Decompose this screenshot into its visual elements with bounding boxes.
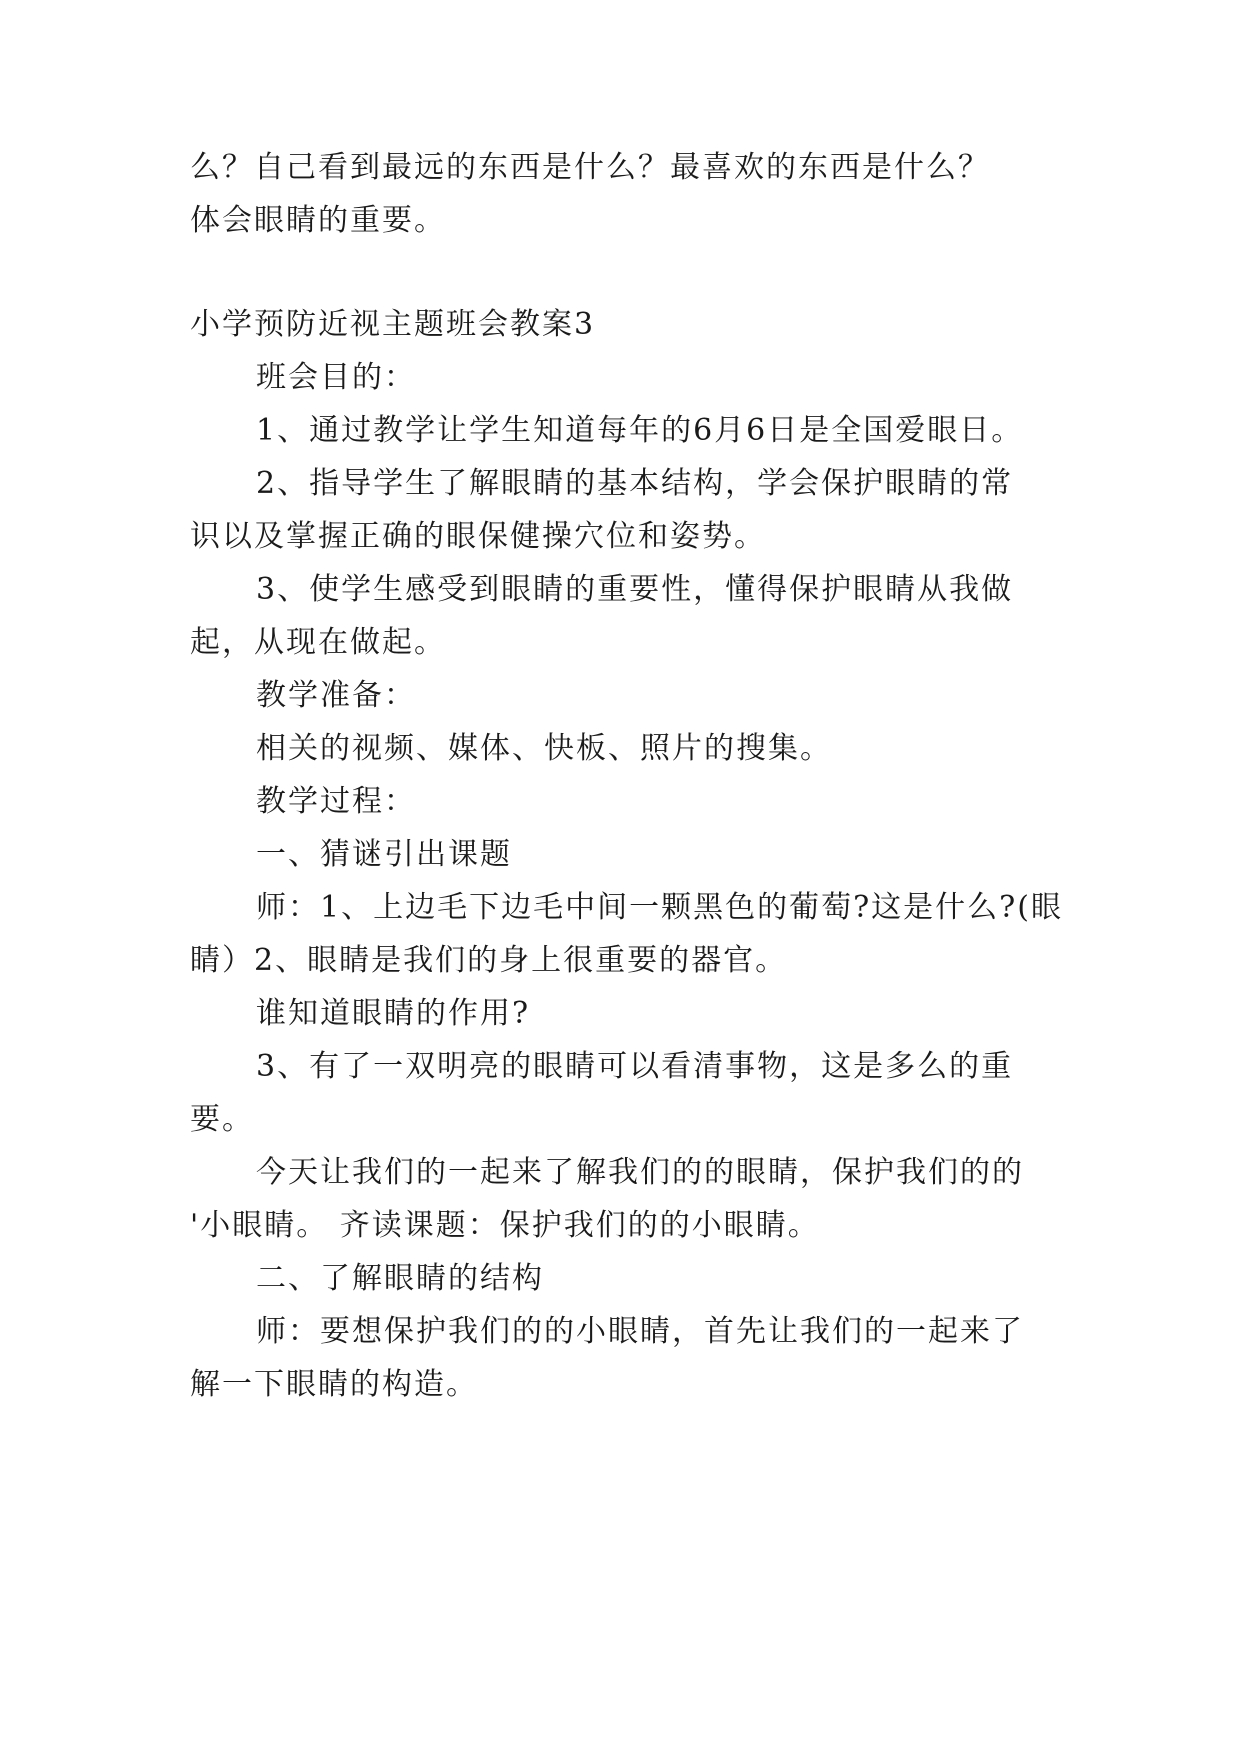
text-line: 识以及掌握正确的眼保健操穴位和姿势。: [190, 519, 766, 554]
text-line: 3、有了一双明亮的眼睛可以看清事物，这是多么的重: [256, 1049, 1014, 1084]
text-line: 起，从现在做起。: [190, 625, 446, 660]
text-line: 师：要想保护我们的的小眼睛，首先让我们的一起来了: [256, 1314, 1024, 1349]
text-line: 教学准备：: [256, 678, 416, 713]
text-line: 3、使学生感受到眼睛的重要性，懂得保护眼睛从我做: [256, 572, 1014, 607]
text-line: 班会目的：: [256, 360, 416, 395]
section-title: 小学预防近视主题班会教案3: [190, 307, 596, 342]
text-line: 体会眼睛的重要。: [190, 203, 446, 238]
text-line: 2、指导学生了解眼睛的基本结构，学会保护眼睛的常: [256, 466, 1014, 501]
text-line: '小眼睛。 齐读课题：保护我们的的小眼睛。: [190, 1208, 820, 1243]
text-line: 么？自己看到最远的东西是什么？最喜欢的东西是什么？: [190, 150, 990, 185]
text-line: 解一下眼睛的构造。: [190, 1367, 478, 1402]
text-line: 二、了解眼睛的结构: [256, 1261, 544, 1296]
text-line: 相关的视频、媒体、快板、照片的搜集。: [256, 731, 832, 766]
text-line: 一、猜谜引出课题: [256, 837, 512, 872]
text-line: 要。: [190, 1102, 254, 1137]
text-line: 今天让我们的一起来了解我们的的眼睛，保护我们的的: [256, 1155, 1024, 1190]
text-line: 教学过程：: [256, 784, 416, 819]
text-line: 1、通过教学让学生知道每年的6月6日是全国爱眼日。: [256, 413, 1024, 448]
text-line: 师：1、上边毛下边毛中间一颗黑色的葡萄?这是什么?(眼: [256, 890, 1063, 925]
text-line: 谁知道眼睛的作用?: [256, 996, 531, 1031]
text-line: 睛）2、眼睛是我们的身上很重要的器官。: [190, 943, 788, 978]
